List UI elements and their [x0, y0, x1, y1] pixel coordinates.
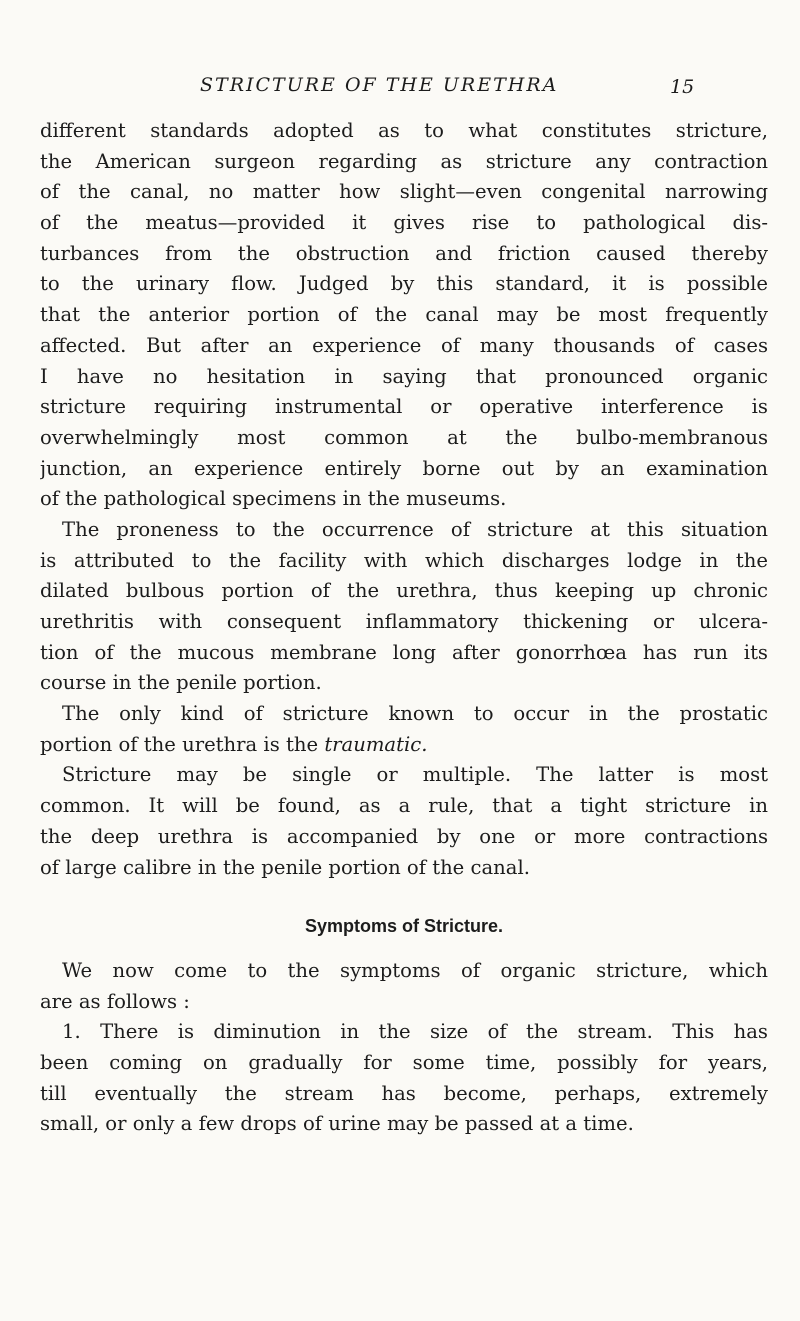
paragraph-6	[40, 1017, 768, 1140]
running-head-title: STRICTURE OF THE URETHRA	[200, 74, 559, 96]
text-line: of the pathological specimens in the museums.	[40, 487, 507, 511]
text-line: of the canal, no matter how slight—even congenital narrowing	[40, 180, 768, 204]
text-line: dilated bulbous portion of the urethra, thus keeping up chronic	[40, 579, 768, 603]
text-segment: portion of the urethra is the	[40, 732, 325, 756]
text-line: I have no hesitation in saying that pronounced organic	[40, 364, 768, 388]
text-line: of large calibre in the penile portion of the canal.	[40, 855, 530, 879]
text-line: 1. There is diminution in the size of the stream. This has	[62, 1020, 768, 1044]
text-line: been coming on gradually for some time, possibly for years,	[40, 1050, 768, 1074]
text-line	[40, 730, 768, 761]
text-line: junction, an experience entirely borne out by an examination	[40, 456, 768, 480]
text-line: The proneness to the occurrence of stricture at this situation	[62, 517, 768, 541]
text-line: Stricture may be single or multiple. The latter is most	[62, 763, 768, 787]
text-line: are as follows :	[40, 989, 190, 1013]
text-line: turbances from the obstruction and friction caused thereby	[40, 241, 768, 265]
text-line: small, or only a few drops of urine may be passed at a time.	[40, 1112, 634, 1136]
text-line: common. It will be found, as a rule, that a tight stricture in	[40, 794, 768, 818]
italic-term: traumatic.	[324, 732, 428, 756]
text-line: We now come to the symptoms of organic stricture, which	[62, 958, 768, 982]
section-spacer	[40, 942, 768, 956]
running-head	[0, 74, 800, 104]
text-line: The only kind of stricture known to occur in the prostatic	[62, 702, 768, 726]
text-line: the deep urethra is accompanied by one or more contractions	[40, 824, 768, 848]
text-line: affected. But after an experience of many thousands of cases	[40, 333, 768, 357]
text-line: urethritis with consequent inflammatory thickening or ulcera-	[40, 610, 768, 633]
text-line: to the urinary flow. Judged by this standard, it is possible	[40, 272, 768, 296]
text-line: different standards adopted as to what constitutes stricture,	[40, 119, 768, 142]
paragraph-1	[40, 116, 768, 515]
paragraph-4	[40, 760, 768, 883]
paragraph-5	[40, 956, 768, 1017]
text-line: till eventually the stream has become, perhaps, extremely	[40, 1081, 768, 1105]
section-heading: Symptoms of Stricture.	[304, 916, 504, 937]
section-spacer	[40, 883, 768, 911]
text-line: that the anterior portion of the canal may be most frequently	[40, 303, 768, 327]
page-number: 15	[670, 76, 695, 98]
paragraph-3	[40, 699, 768, 760]
text-line: of the meatus—provided it gives rise to pathological dis-	[40, 211, 768, 235]
paragraph-2	[40, 515, 768, 699]
text-line: tion of the mucous membrane long after gonorrhœa has run its	[40, 640, 768, 664]
body-text	[40, 116, 768, 1140]
text-line: overwhelmingly most common at the bulbo-membranous	[40, 425, 768, 449]
text-line: stricture requiring instrumental or operative interference is	[40, 395, 768, 419]
text-line: the American surgeon regarding as stricture any contraction	[40, 149, 768, 173]
text-line: course in the penile portion.	[40, 671, 322, 695]
text-line: is attributed to the facility with which discharges lodge in the	[40, 548, 768, 572]
